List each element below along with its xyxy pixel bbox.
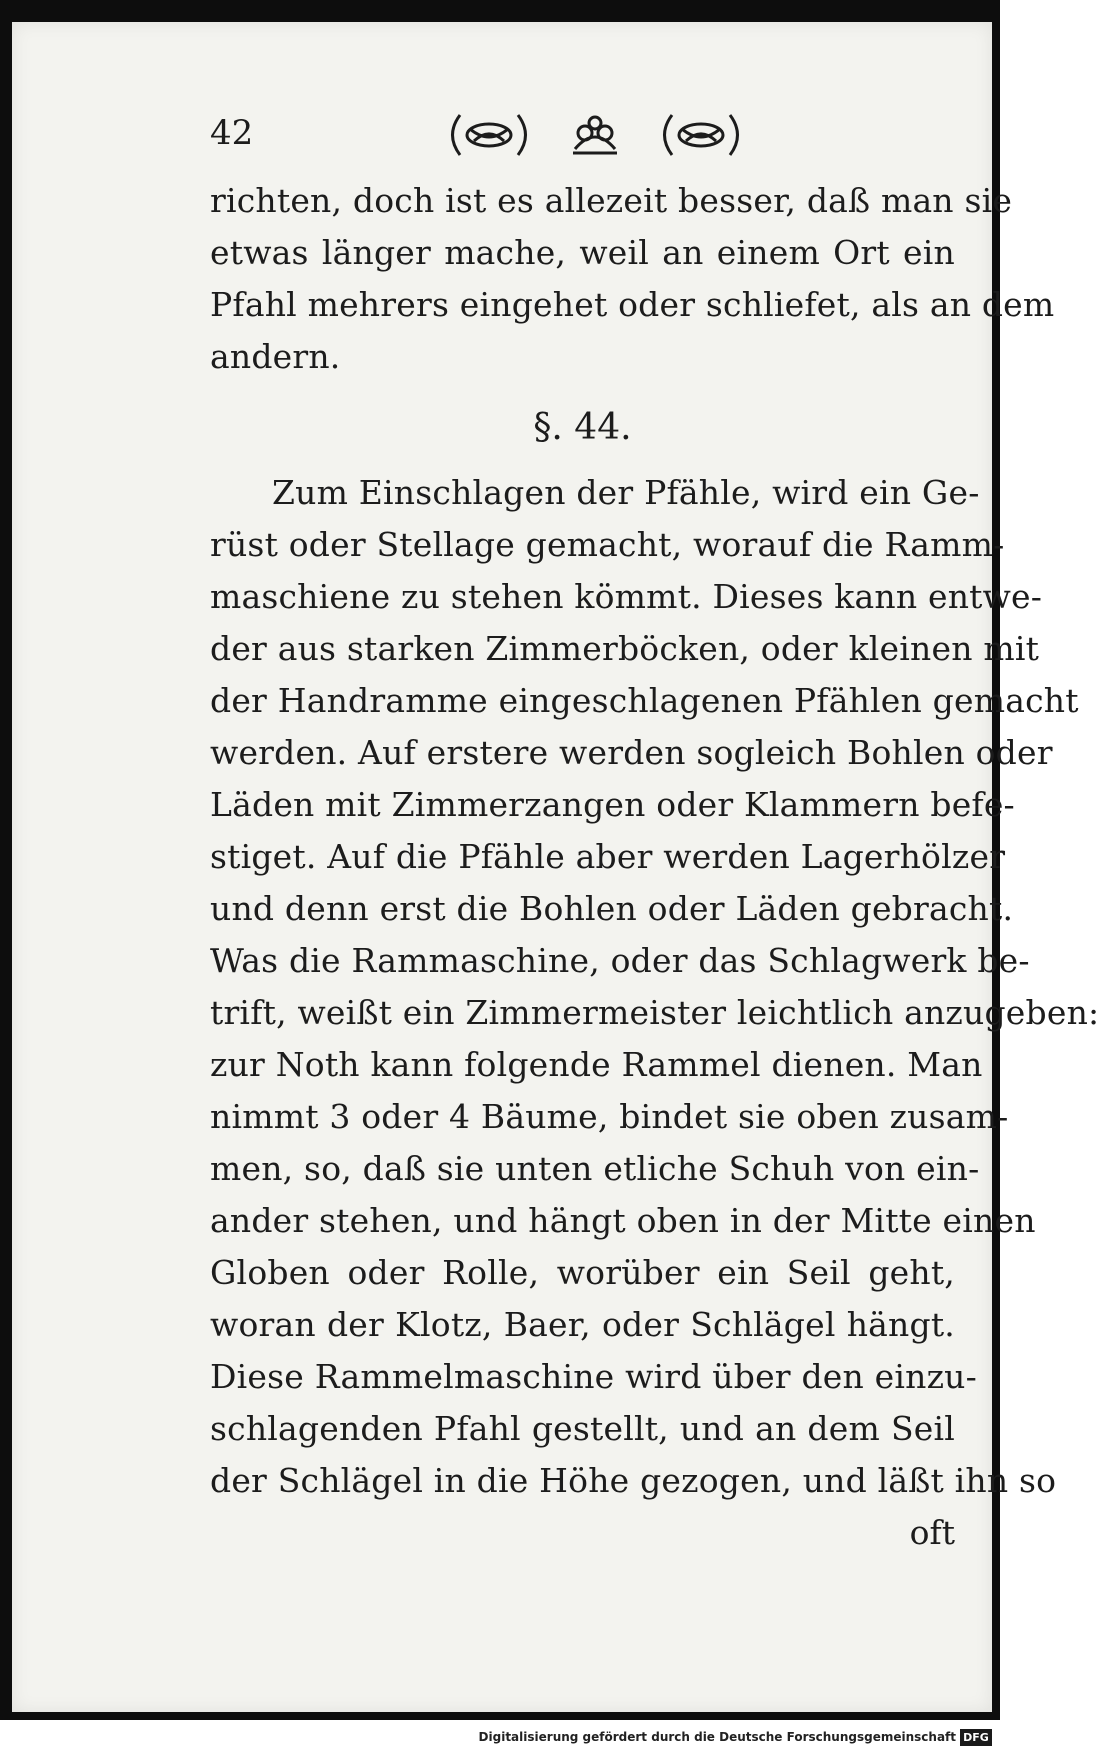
text-line: Was die Rammaschine, oder das Schlagwerk be-: [210, 941, 1030, 980]
digitization-credit: Digitalisierung gefördert durch die Deutsche Forschungsgemeinschaft: [478, 1730, 956, 1744]
text-line: trift, weißt ein Zimmermeister leichtlich anzugeben:: [210, 993, 1099, 1032]
running-head: [210, 105, 955, 175]
text-line: der aus starken Zimmerböcken, oder kleinen mit: [210, 629, 1040, 668]
paragraph-continued: [210, 175, 1055, 383]
text-line: der Schlägel in die Höhe gezogen, und läßt ihn so: [210, 1461, 1057, 1500]
section-heading: §. 44.: [533, 407, 632, 448]
text-block: [210, 105, 1099, 1559]
text-line: richten, doch ist es allezeit besser, daß man sie: [210, 181, 1013, 220]
dfg-logo-icon: DFG: [960, 1729, 992, 1746]
text-line: Pfahl mehrers eingehet oder schliefet, als an dem: [210, 285, 1055, 324]
text-line: Diese Rammelmaschine wird über den einzu-: [210, 1357, 977, 1396]
footer: [0, 1724, 1000, 1754]
text-line: Globen oder Rolle, worüber ein Seil geht,: [210, 1253, 955, 1292]
text-line: nimmt 3 oder 4 Bäume, bindet sie oben zusam-: [210, 1097, 1009, 1136]
text-line: etwas länger mache, weil an einem Ort ein: [210, 233, 955, 272]
page-number: 42: [210, 113, 254, 153]
text-line: ander stehen, und hängt oben in der Mitte einen: [210, 1201, 1036, 1240]
paragraph-section-44: [210, 467, 1099, 1507]
text-line: men, so, daß sie unten etliche Schuh von ein-: [210, 1149, 980, 1188]
text-line: stiget. Auf die Pfähle aber werden Lagerhölzer: [210, 837, 1006, 876]
text-line: schlagenden Pfahl gestellt, und an dem Seil: [210, 1409, 955, 1448]
text-line: der Handramme eingeschlagenen Pfählen gemacht: [210, 681, 1079, 720]
text-line: andern.: [210, 337, 341, 376]
text-line: zur Noth kann folgende Rammel dienen. Man: [210, 1045, 983, 1084]
text-line: woran der Klotz, Baer, oder Schlägel hängt.: [210, 1305, 955, 1344]
text-line: maschiene zu stehen kömmt. Dieses kann entwe-: [210, 577, 1043, 616]
text-line: werden. Auf erstere werden sogleich Bohlen oder: [210, 733, 1053, 772]
text-line: rüst oder Stellage gemacht, worauf die Ramm-: [210, 525, 1005, 564]
text-line: Läden mit Zimmerzangen oder Klammern befe-: [210, 785, 1015, 824]
catchword: oft: [909, 1513, 955, 1552]
ornament-icon: [440, 105, 750, 165]
text-line: Zum Einschlagen der Pfähle, wird ein Ge-: [272, 473, 980, 512]
text-line: und denn erst die Bohlen oder Läden gebracht.: [210, 889, 1014, 928]
